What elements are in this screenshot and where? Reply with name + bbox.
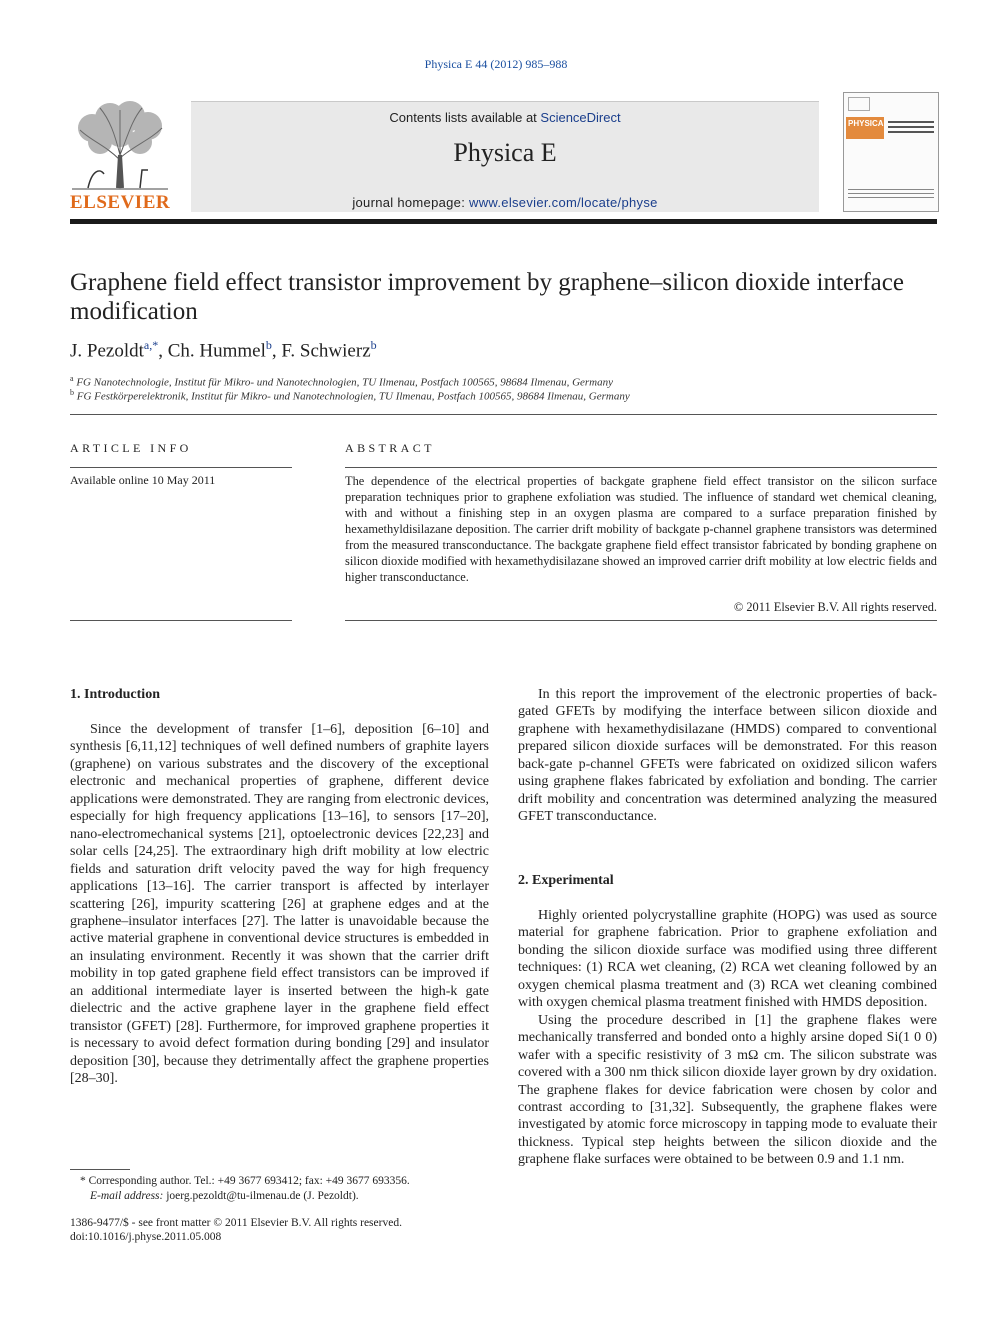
affiliation — [70, 388, 930, 403]
available-online: Available online 10 May 2011 — [70, 473, 216, 487]
issn-line: 1386-9477/$ - see front matter © 2011 Elsevier B.V. All rights reserved. — [70, 1217, 402, 1229]
journal-cover-thumbnail — [843, 92, 939, 212]
introduction-heading: 1. Introduction — [70, 687, 160, 702]
article-info-rule-top — [70, 467, 292, 468]
journal-reference[interactable]: Physica E 44 (2012) 985–988 — [424, 57, 568, 71]
homepage-line — [191, 195, 819, 210]
experimental-heading: 2. Experimental — [518, 873, 614, 888]
header-rule — [70, 219, 937, 224]
cover-label: PHYSICA — [846, 117, 884, 139]
introduction-paragraph-continued — [518, 686, 937, 826]
journal-header-band — [191, 101, 819, 212]
article-info-label: ARTICLE INFO — [70, 441, 192, 455]
intro-paragraph-1: Since the development of transfer [1–6], deposition [6–10] and synthesis [6,11,12] techniques of well defined numbers of graphite layers (graphene) on various substrates and the discovery of the exceptional electronic and mechanical properties of graphene, different device applications were demonstrated. They are ranging from electronic devices, especially for high frequency applications [13–16], to sensors [17–20], nano-electromechanical systems [21], optoelectronic devices [22,23] and solar cells [24,25]. The extraordinary high drift mobility at low electric fields and saturation drift velocity paved the way for high frequency applications [13–16]. The carrier transport is affected by interlayer scattering [26], impurity scattering [26] at graphene edges and at the graphene–insulator interfaces [27]. The latter is unavoidable because the active material graphene in conventional device structures is embedded in an insulating environment. Recently it was shown that the carrier drift mobility in top gated graphene field effect transistors can be improved if an additional intermediate layer is inserted between the high-k gate dielectric and the active graphene layer in the graphene field effect transistor (GFET) [28]. Furthermore, for improved graphene properties it is necessary to avoid defect formation during bonding [29] and insulator deposition [30], because they detrimentally affect the graphene properties [28–30]. — [70, 722, 489, 1087]
cover-emblem — [848, 97, 870, 111]
experimental-paragraph-2: Using the procedure described in [1] the graphene flakes were mechanically transferred and bonded onto a highly arsine doped Si(1 0 0) wafer with a specific resistivity of 3 mΩ cm. The silicon substrate was covered with a 300 nm thick silicon dioxide layer grown by dry oxidation. The graphene flakes for device fabrication were chosen by color and contrast according to [31,32]. Subsequently, the graphene flakes were investigated by atomic force microscopy in tapping mode to evaluate their thickness. Typical step heights between the silicon dioxide and the graphene flake surfaces were obtained to be between 0.9 and 1.1 nm. — [518, 1012, 937, 1168]
front-matter-meta — [70, 1216, 520, 1244]
footnote — [70, 1174, 489, 1204]
author-name[interactable]: J. Pezoldt — [70, 340, 144, 362]
cover-subtitle-lines — [888, 121, 934, 136]
cover-footer-lines — [848, 189, 934, 201]
abstract-text: The dependence of the electrical properties of backgate graphene field effect transistor on the silicon surface preparation techniques prior to graphene exfoliation was studied. The influence of standard wet chemical cleaning, with and without a finishing step in an oxygen plasma are compared to a surface preparation finished by hexamethyldisilazane deposition. The carrier drift mobility of backgate p-channel graphene transistors was determined from the measured transconductance. The backgate graphene field effect transistor fabricated by bonding graphene on silicon dioxide modified with hexamethydisilazane showed an improved carrier drift mobility at low electric fields and higher transconductance. — [345, 474, 937, 584]
email-line — [70, 1189, 489, 1204]
author-marks[interactable]: b — [370, 338, 377, 352]
corresponding-author-note: * Corresponding author. Tel.: +49 3677 693412; fax: +49 3677 693356. — [80, 1175, 410, 1187]
author-marks[interactable]: b — [265, 338, 272, 352]
author-name[interactable]: Ch. Hummel — [167, 340, 266, 362]
publisher-wordmark: ELSEVIER — [70, 192, 171, 213]
experimental-paragraphs — [518, 907, 937, 1169]
introduction-paragraph — [70, 721, 489, 1088]
affiliation-text: FG Festkörperelektronik, Institut für Mikro- und Nanotechnologien, TU Ilmenau, Postfach 100565, 98684 Ilmenau, Germany — [76, 390, 630, 403]
affiliation — [70, 374, 930, 389]
email-address[interactable]: joerg.pezoldt@tu-ilmenau.de (J. Pezoldt). — [163, 1190, 359, 1202]
author-list: J. Pezoldt$^{a,*}$, Ch. Hummel$^b$, F. Schwierz$^b$ — [70, 338, 377, 362]
experimental-paragraph-1: Highly oriented polycrystalline graphite (HOPG) was used as source material for graphene fabrication. Prior to graphene exfoliation and bonding the silicon dioxide surface was modified using three different techniques: (1) RCA wet cleaning, (2) RCA wet cleaning followed by an oxygen chemical plasma treatment and (3) RCA wet cleaning combined with oxygen chemical plasma treatment finished with HMDS deposition. — [518, 908, 937, 1011]
journal-name: Physica E — [453, 138, 557, 167]
sciencedirect-link[interactable]: ScienceDirect — [540, 110, 621, 125]
affiliation-text: FG Nanotechnologie, Institut für Mikro- und Nanotechnologien, TU Ilmenau, Postfach 100565, 98684 Ilmenau, Germany — [76, 376, 614, 389]
doi-line[interactable]: doi:10.1016/j.physe.2011.05.008 — [70, 1231, 222, 1243]
email-label: E-mail address: — [90, 1190, 164, 1202]
article-title: Graphene field effect transistor improvement by graphene–silicon dioxide interface modification — [70, 269, 904, 325]
homepage-prefix: journal homepage: — [352, 195, 470, 210]
article-info-rule-bottom — [70, 620, 292, 621]
abstract-label: ABSTRACT — [345, 441, 435, 455]
contents-prefix: Contents lists available at — [389, 110, 541, 125]
affiliation-mark: a — [70, 374, 74, 383]
homepage-link[interactable]: www.elsevier.com/locate/physe — [469, 195, 658, 210]
affiliation-mark: b — [70, 388, 74, 397]
author-marks[interactable]: a,* — [143, 338, 159, 352]
abstract-copyright: © 2011 Elsevier B.V. All rights reserved. — [733, 600, 937, 614]
author-name[interactable]: F. Schwierz — [281, 340, 371, 362]
title-rule — [70, 414, 937, 415]
intro-paragraph-2: In this report the improvement of the electronic properties of back-gated GFETs by modifying the interface between silicon dioxide and graphene with hexamethydisilazane (HMDS) compared to conventional prepared silicon dioxide surfaces will be demonstrated. For this reason back-gate p-channel GFETs were fabricated on oxidized silicon wafers using graphene flakes fabricated by exfoliation and bonding. The carrier drift mobility and concentration was determined analyzing the measured GFET transconductance. — [518, 687, 937, 825]
abstract-rule-top — [345, 467, 937, 468]
contents-line — [191, 110, 819, 125]
abstract-rule-bottom — [345, 620, 937, 621]
footnote-rule — [70, 1169, 130, 1170]
